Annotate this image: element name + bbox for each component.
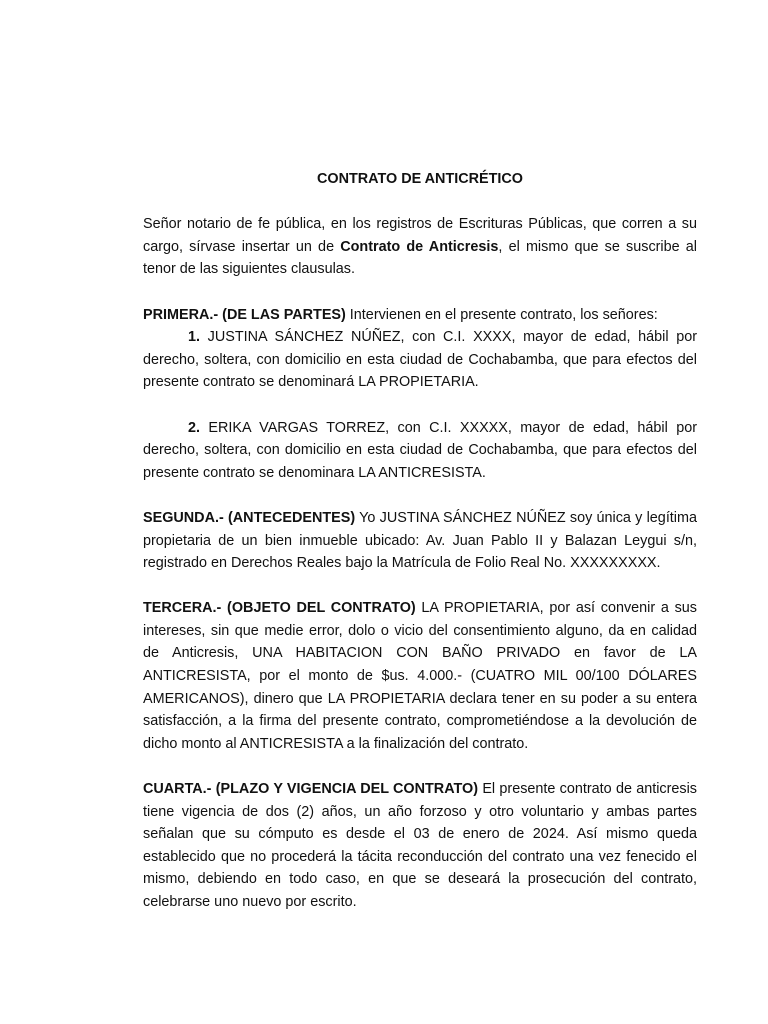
spacer xyxy=(143,394,697,417)
clause-primera-text: Intervienen en el presente contrato, los señores: xyxy=(345,306,658,323)
intro-text-1: Señor notario de fe pública, en los registros de Escrituras Públicas, que corren a su cargo, sírvase insertar un de xyxy=(143,216,697,255)
party-1-number: 1. xyxy=(188,329,201,346)
intro-paragraph xyxy=(143,213,697,281)
intro-contract-name: Contrato de Anticresis xyxy=(340,238,499,255)
intro-text-2: , el mismo que se suscribe al tenor de las siguientes clausulas. xyxy=(143,238,698,278)
party-2-number: 2. xyxy=(188,419,201,436)
clause-tercera xyxy=(143,597,697,755)
document-title: CONTRATO DE ANTICRÉTICO xyxy=(317,171,523,187)
party-2-indent xyxy=(143,420,200,436)
clause-primera xyxy=(143,304,697,394)
clause-primera-heading: PRIMERA.- (DE LAS PARTES) xyxy=(143,306,346,323)
clause-cuarta-text: El presente contrato de anticresis tiene vigencia de dos (2) años, un año forzoso y otro voluntario y ambas partes señalan que su cómputo es desde el 03 de enero de 2024. Así mismo queda establecido que no procederá la tácita reconducción del contrato una vez fenecido el mismo, debiendo en todo caso, en que se deseará la prosecución del contrato, celebrarse uno nuevo por escrito. xyxy=(143,781,698,910)
party-1-text: JUSTINA SÁNCHEZ NÚÑEZ, con C.I. XXXX, mayor de edad, hábil por derecho, soltera, con domicilio en esta ciudad de Cochabamba, que para efectos del presente contrato se denominará LA PROPIETARIA. xyxy=(143,329,697,391)
clause-cuarta xyxy=(143,778,697,914)
contract-body xyxy=(143,168,697,936)
clause-cuarta-heading: CUARTA.- (PLAZO Y VIGENCIA DEL CONTRATO) xyxy=(143,781,479,798)
party-2-text: ERIKA VARGAS TORREZ, con C.I. XXXXX, mayor de edad, hábil por derecho, soltera, con domicilio en esta ciudad de Cochabamba, que para efectos del presente contrato se denominara LA ANTICRESISTA. xyxy=(143,419,697,481)
clause-tercera-text: LA PROPIETARIA, por así convenir a sus intereses, sin que medie error, dolo o vicio del consentimiento alguno, da en calidad de Anticresis, UNA HABITACION CON BAÑO PRIVADO en favor de LA ANTICRESISTA, por el monto de $us. 4.000.- (CUATRO MIL 00/100 DÓLARES AMERICANOS), dinero que LA PROPIETARIA declara tener en su poder a su entera satisfacción, a la firma del presente contrato, comprometiéndose a la devolución de dicho monto al ANTICRESISTA a la finalización del contrato. xyxy=(143,600,697,752)
party-2-paragraph xyxy=(143,417,697,485)
clause-tercera-heading: TERCERA.- (OBJETO DEL CONTRATO) xyxy=(143,600,416,617)
party-1-indent xyxy=(143,329,200,345)
clause-segunda-text: Yo JUSTINA SÁNCHEZ NÚÑEZ soy única y legítima propietaria de un bien inmueble ubicado: Av. Juan Pablo II y Balazan Leygui s/n, registrado en Derechos Reales bajo la Matrícula de Folio Real No. XXXXXXXXX. xyxy=(143,509,697,572)
clause-segunda-heading: SEGUNDA.- (ANTECEDENTES) xyxy=(143,509,356,526)
clause-segunda xyxy=(143,507,697,575)
